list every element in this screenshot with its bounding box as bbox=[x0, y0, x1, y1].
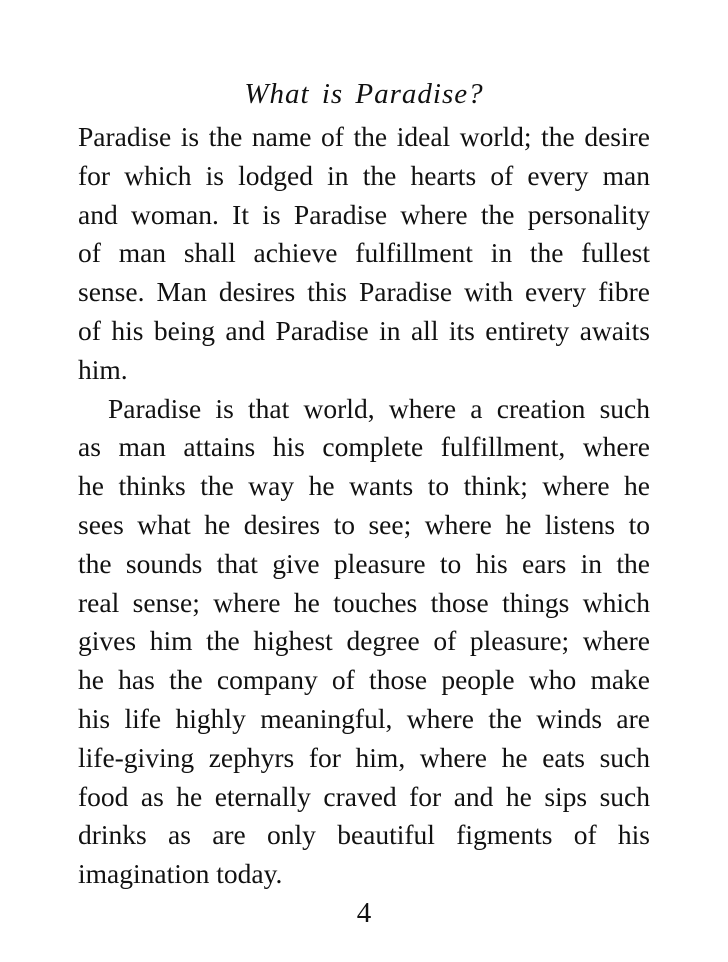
text-line: drinks as are only beautiful figments of his bbox=[78, 819, 650, 851]
text-line: for which is lodged in the hearts of every man bbox=[78, 159, 650, 191]
text-line: sees what he desires to see; where he listens to bbox=[78, 508, 650, 540]
text-line: and woman. It is Paradise where the personality bbox=[78, 198, 650, 230]
text-line: him. bbox=[78, 353, 128, 385]
text-line: he has the company of those people who make bbox=[78, 664, 650, 696]
page-number: 4 bbox=[356, 897, 372, 929]
text-line: Paradise is the name of the ideal world; the desire bbox=[78, 121, 650, 152]
paragraph-1 bbox=[78, 118, 650, 390]
paragraph-2 bbox=[78, 390, 650, 894]
text-line: his life highly meaningful, where the winds are bbox=[78, 702, 650, 734]
text-line: real sense; where he touches those things which bbox=[78, 586, 650, 618]
text-line: of man shall achieve fulfillment in the fullest bbox=[78, 237, 650, 269]
text-line: imagination today. bbox=[78, 858, 283, 890]
text-line: as man attains his complete fulfillment, where bbox=[78, 431, 650, 463]
text-line: he thinks the way he wants to think; where he bbox=[78, 470, 650, 502]
text-line: the sounds that give pleasure to his ears in the bbox=[78, 547, 650, 579]
text-line: sense. Man desires this Paradise with every fibre bbox=[78, 276, 650, 308]
text-line: life-giving zephyrs for him, where he eats such bbox=[78, 741, 650, 773]
text-line: of his being and Paradise in all its entirety awaits bbox=[78, 314, 650, 346]
body-text bbox=[78, 118, 650, 894]
section-heading: What is Paradise? bbox=[244, 78, 484, 110]
text-line: Paradise is that world, where a creation such bbox=[108, 392, 650, 424]
text-line: gives him the highest degree of pleasure; where bbox=[78, 625, 650, 657]
text-line: food as he eternally craved for and he sips such bbox=[78, 780, 650, 812]
